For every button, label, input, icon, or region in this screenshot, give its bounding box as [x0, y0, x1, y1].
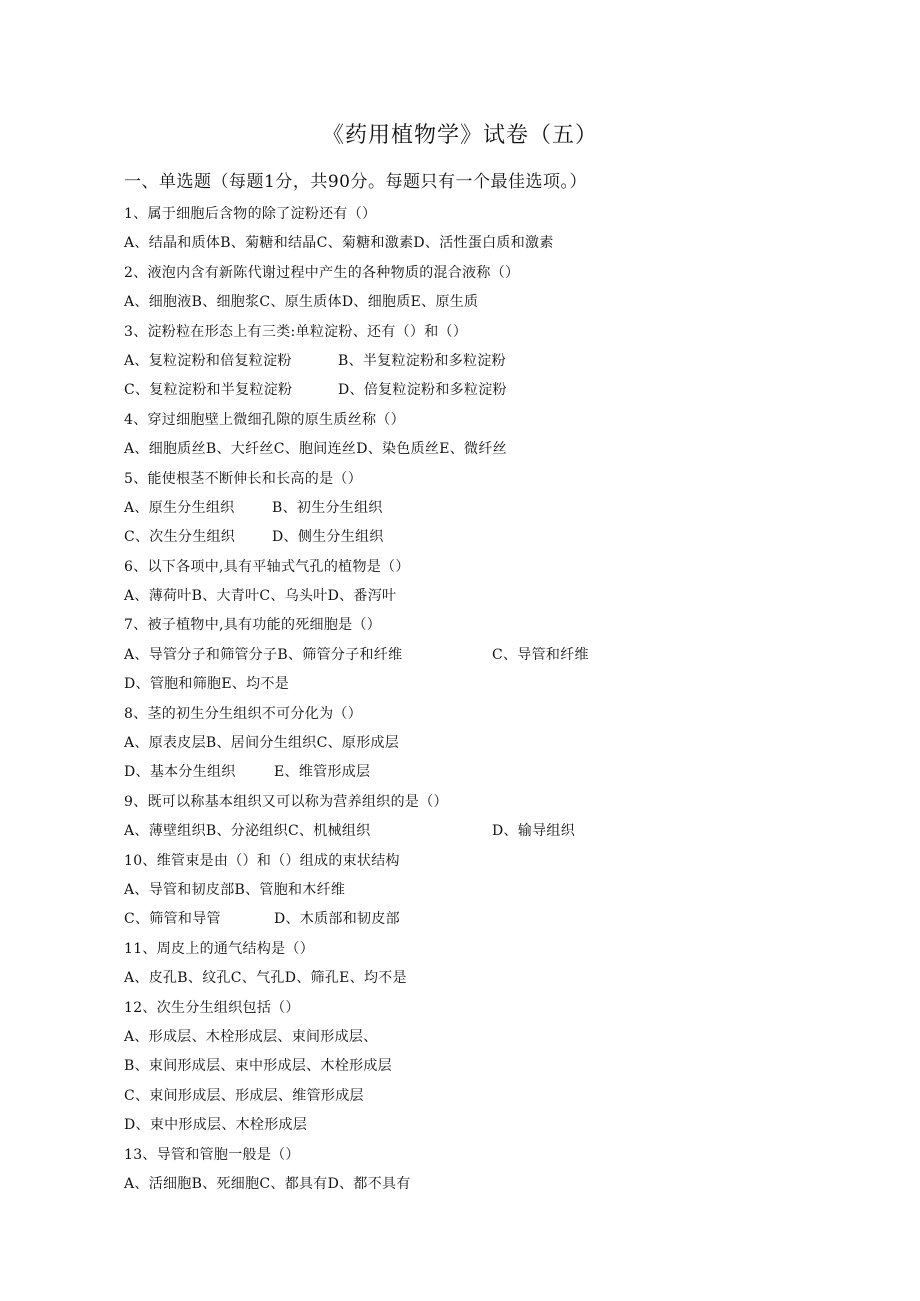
- option-text: C、次生分生组织: [124, 529, 236, 546]
- question-stem: [124, 700, 824, 729]
- question-stem: [124, 318, 824, 347]
- option-text: B、初生分生组织: [272, 499, 383, 516]
- option-text: A、薄壁组织B、分泌组织C、机械组织: [124, 823, 371, 840]
- question-stem: [124, 1141, 824, 1170]
- question-text: 4、穿过细胞壁上微细孔隙的原生质丝称（）: [124, 411, 405, 428]
- option-text: B、束间形成层、束中形成层、木栓形成层: [124, 1058, 392, 1075]
- option-text: D、侧生分生组织: [272, 529, 384, 546]
- answer-options: [124, 288, 824, 317]
- option-text: D、束中形成层、木栓形成层: [124, 1117, 308, 1134]
- question-text: 11、周皮上的通气结构是（）: [124, 940, 315, 957]
- question-text: 7、被子植物中,具有功能的死细胞是（）: [124, 617, 382, 634]
- question-stem: [124, 935, 824, 964]
- option-text: A、导管和韧皮部B、管胞和木纤维: [124, 881, 346, 898]
- question-text: 12、次生分生组织包括（）: [124, 999, 300, 1016]
- question-stem: [124, 406, 824, 435]
- page-title: 《药用植物学》试卷（五）: [321, 123, 598, 148]
- question-stem: [124, 788, 824, 817]
- option-text: A、薄荷叶B、大青叶C、乌头叶D、番泻叶: [124, 588, 397, 605]
- answer-options: [124, 817, 824, 846]
- option-text: A、活细胞B、死细胞C、都具有D、都不具有: [124, 1175, 411, 1192]
- answer-options: [124, 582, 824, 611]
- answer-options: [124, 1023, 824, 1052]
- answer-options: [124, 1082, 824, 1111]
- option-text: D、基本分生组织: [124, 764, 236, 781]
- option-text: E、维管形成层: [274, 764, 371, 781]
- question-stem: [124, 611, 824, 640]
- answer-options: [124, 905, 824, 934]
- option-text: D、倍复粒淀粉和多粒淀粉: [338, 382, 507, 399]
- question-stem: [124, 259, 824, 288]
- answer-options: [124, 670, 824, 699]
- answer-options: [124, 523, 824, 552]
- question-stem: [124, 553, 824, 582]
- answer-options: [124, 1111, 824, 1140]
- answer-options: [124, 729, 824, 758]
- question-list: [124, 200, 824, 1199]
- answer-options: [124, 229, 824, 258]
- answer-options: [124, 758, 824, 787]
- question-text: 9、既可以称基本组织又可以称为营养组织的是（）: [124, 793, 448, 810]
- option-text: D、木质部和韧皮部: [274, 911, 400, 928]
- option-text: A、皮孔B、纹孔C、气孔D、筛孔E、均不是: [124, 970, 407, 987]
- answer-options: [124, 1052, 824, 1081]
- answer-options: [124, 347, 824, 376]
- answer-options: [124, 964, 824, 993]
- option-text: B、半复粒淀粉和多粒淀粉: [338, 352, 506, 369]
- question-text: 13、导管和管胞一般是（）: [124, 1146, 300, 1163]
- option-text: A、原表皮层B、居间分生组织C、原形成层: [124, 735, 400, 752]
- question-text: 1、属于细胞后含物的除了淀粉还有（）: [124, 206, 377, 222]
- answer-options: [124, 1170, 824, 1199]
- question-text: 8、茎的初生分生组织不可分化为（）: [124, 705, 363, 722]
- option-text: A、复粒淀粉和倍复粒淀粉: [124, 352, 292, 369]
- question-stem: [124, 994, 824, 1023]
- question-text: 10、维管束是由（）和（）组成的束状结构: [124, 852, 400, 869]
- question-text: 6、以下各项中,具有平轴式气孔的植物是（）: [124, 558, 410, 575]
- section-heading: 一、单选题（每题1分，共90分。每题只有一个最佳选项。）: [124, 172, 587, 192]
- answer-options: [124, 641, 824, 670]
- option-text: C、复粒淀粉和半复粒淀粉: [124, 382, 293, 399]
- option-text: A、结晶和质体B、菊糖和结晶C、菊糖和激素D、活性蛋白质和激素: [124, 235, 554, 252]
- option-text: A、细胞液B、细胞浆C、原生质体D、细胞质E、原生质: [124, 294, 479, 311]
- question-text: 3、淀粉粒在形态上有三类:单粒淀粉、还有（）和（）: [124, 323, 468, 340]
- answer-options: [124, 376, 824, 405]
- option-text: C、束间形成层、形成层、维管形成层: [124, 1087, 364, 1104]
- answer-options: [124, 876, 824, 905]
- question-text: 2、液泡内含有新陈代谢过程中产生的各种物质的混合液称（）: [124, 264, 520, 281]
- answer-options: [124, 494, 824, 523]
- question-text: 5、能使根茎不断伸长和长高的是（）: [124, 470, 363, 487]
- option-text: A、形成层、木栓形成层、束间形成层、: [124, 1028, 378, 1045]
- option-text: D、输导组织: [492, 823, 576, 840]
- option-text: A、导管分子和筛管分子B、筛管分子和纤维: [124, 646, 403, 663]
- option-text: D、管胞和筛胞E、均不是: [124, 676, 290, 693]
- option-text: A、原生分生组织: [124, 499, 235, 516]
- option-text: C、导管和纤维: [492, 646, 589, 663]
- option-text: A、细胞质丝B、大纤丝C、胞间连丝D、染色质丝E、微纤丝: [124, 441, 507, 458]
- question-stem: [124, 200, 824, 229]
- question-stem: [124, 847, 824, 876]
- answer-options: [124, 435, 824, 464]
- question-stem: [124, 465, 824, 494]
- option-text: C、筛管和导管: [124, 911, 221, 928]
